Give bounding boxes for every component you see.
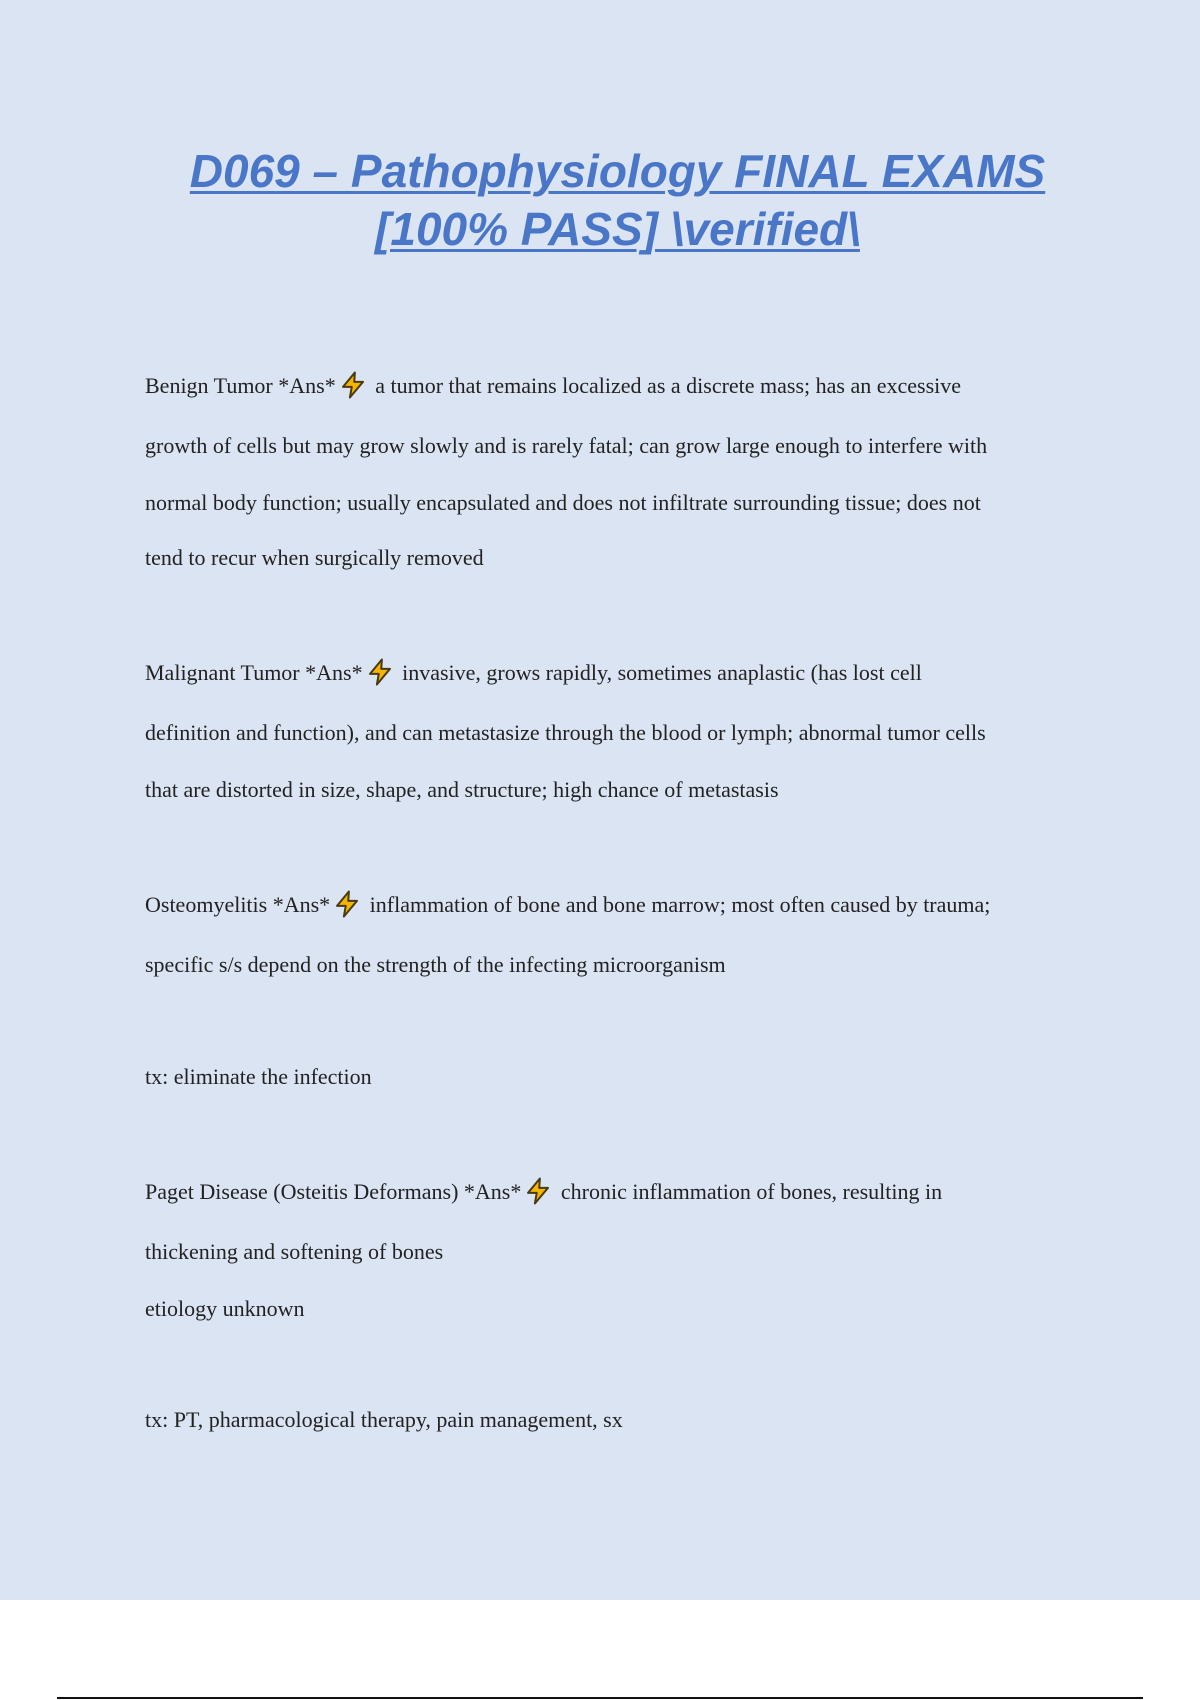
entry-term: Malignant Tumor *Ans* — [145, 660, 363, 685]
document-title — [150, 142, 1085, 258]
lightning-bolt-icon — [338, 370, 368, 400]
entry-paget-disease-line-3: etiology unknown — [145, 1296, 305, 1321]
entry-term: Paget Disease (Osteitis Deformans) *Ans* — [145, 1179, 522, 1204]
entry-paget-disease-line-1 — [145, 1176, 942, 1207]
entry-paget-disease-line-2: thickening and softening of bones — [145, 1239, 444, 1264]
lightning-bolt-icon — [523, 1176, 553, 1206]
entry-osteomyelitis-line-1 — [145, 889, 990, 920]
entry-term: Benign Tumor *Ans* — [145, 373, 336, 398]
entry-benign-tumor-line-2: growth of cells but may grow slowly and is rarely fatal; can grow large enough to interfere with — [145, 433, 988, 458]
entry-benign-tumor-line-3: normal body function; usually encapsulated and does not infiltrate surrounding tissue; does not — [145, 490, 981, 515]
lightning-bolt-icon — [332, 889, 362, 919]
entry-definition: chronic inflammation of bones, resulting in — [560, 1179, 943, 1204]
entry-benign-tumor-line-4: tend to recur when surgically removed — [145, 545, 484, 570]
title-line-1: D069 – Pathophysiology FINAL EXAMS — [189, 145, 1046, 197]
footer-divider — [57, 1697, 1143, 1699]
entry-malignant-tumor-line-2: definition and function), and can metastasize through the blood or lymph; abnormal tumor cells — [145, 720, 986, 745]
entry-paget-disease-note: tx: PT, pharmacological therapy, pain management, sx — [145, 1407, 623, 1432]
entry-malignant-tumor-line-3: that are distorted in size, shape, and structure; high chance of metastasis — [145, 777, 779, 802]
entry-definition: invasive, grows rapidly, sometimes anaplastic (has lost cell — [402, 660, 922, 685]
entry-definition: a tumor that remains localized as a discrete mass; has an excessive — [375, 373, 962, 398]
entry-osteomyelitis-note: tx: eliminate the infection — [145, 1064, 372, 1089]
entry-osteomyelitis-line-2: specific s/s depend on the strength of the infecting microorganism — [145, 952, 726, 977]
title-line-2: [100% PASS] \verified\ — [375, 203, 860, 255]
entry-malignant-tumor-line-1 — [145, 657, 922, 688]
entry-definition: inflammation of bone and bone marrow; most often caused by trauma; — [369, 892, 991, 917]
lightning-bolt-icon — [365, 657, 395, 687]
entry-term: Osteomyelitis *Ans* — [145, 892, 331, 917]
entry-benign-tumor-line-1 — [145, 370, 961, 401]
